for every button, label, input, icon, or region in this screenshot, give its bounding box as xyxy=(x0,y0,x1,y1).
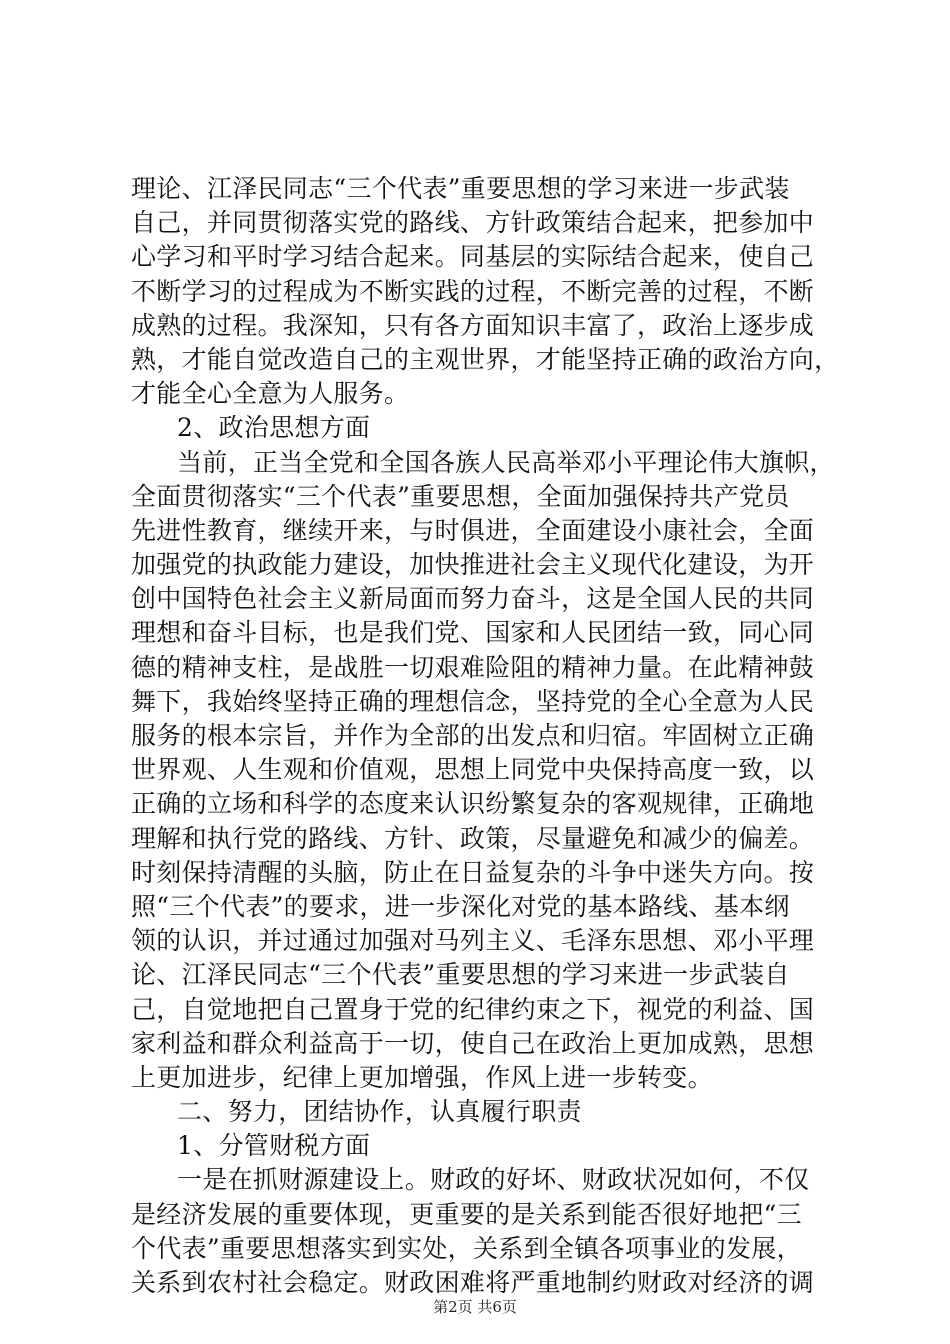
text-line: 全面贯彻落实“三个代表”重要思想，全面加强保持共产党员 xyxy=(131,481,790,511)
text-line: 领的认识，并过通过加强对马列主义、毛泽东思想、邓小平理 xyxy=(131,926,815,956)
text-line: 成熟的过程。我深知，只有各方面知识丰富了，政治上逐步成 xyxy=(131,310,815,340)
text-line: 当前，正当全党和全国各族人民高举邓小平理论伟大旗帜， xyxy=(177,447,835,477)
text-line: 个代表”重要思想落实到实处，关系到全镇各项事业的发展， xyxy=(131,1233,802,1263)
section-heading: 1、分管财税方面 xyxy=(177,1131,371,1161)
text-line: 时刻保持清醒的头脑，防止在日益复杂的斗争中迷失方向。按 xyxy=(131,857,815,887)
section-heading: 二、努力，团结协作，认真履行职责 xyxy=(177,1097,582,1127)
text-line: 己，自觉地把自己置身于党的纪律约束之下，视党的利益、国 xyxy=(131,994,815,1024)
text-line: 加强党的执政能力建设，加快推进社会主义现代化建设，为开 xyxy=(131,550,815,580)
text-line: 服务的根本宗旨，并作为全部的出发点和归宿。牢固树立正确 xyxy=(131,721,815,750)
text-line: 正确的立场和科学的态度来认识纷繁复杂的客观规律，正确地 xyxy=(131,789,815,819)
text-line: 上更加进步，纪律上更加增强，作风上进一步转变。 xyxy=(131,1062,713,1092)
text-line: 先进性教育，继续开来，与时俱进，全面建设小康社会，全面 xyxy=(131,515,815,545)
text-line: 论、江泽民同志“三个代表”重要思想的学习来进一步武装自 xyxy=(131,960,790,990)
page-footer: 第2页 共6页 xyxy=(433,1298,517,1316)
text-line: 自己，并同贯彻落实党的路线、方针政策结合起来，把参加中 xyxy=(131,208,815,238)
section-heading: 2、政治思想方面 xyxy=(177,413,371,443)
text-line: 理想和奋斗目标，也是我们党、国家和人民团结一致，同心同 xyxy=(131,618,815,648)
document-body xyxy=(131,172,840,1300)
text-line: 心学习和平时学习结合起来。同基层的实际结合起来，使自己 xyxy=(131,242,815,272)
text-line: 是经济发展的重要体现，更重要的是关系到能否很好地把“三 xyxy=(131,1199,802,1229)
text-line: 家利益和群众利益高于一切，使自己在政治上更加成熟，思想 xyxy=(131,1028,815,1058)
text-line: 德的精神支柱，是战胜一切艰难险阻的精神力量。在此精神鼓 xyxy=(131,652,815,682)
text-line: 世界观、人生观和价值观，思想上同党中央保持高度一致，以 xyxy=(131,755,815,785)
text-line: 舞下，我始终坚持正确的理想信念，坚持党的全心全意为人民 xyxy=(131,686,815,716)
text-line: 照“三个代表”的要求，进一步深化对党的基本路线、基本纲 xyxy=(131,891,790,921)
text-line: 创中国特色社会主义新局面而努力奋斗，这是全国人民的共同 xyxy=(131,584,815,614)
text-line: 熟，才能自觉改造自己的主观世界，才能坚持正确的政治方向， xyxy=(131,344,840,374)
text-line: 关系到农村社会稳定。财政困难将严重地制约财政对经济的调 xyxy=(131,1268,815,1297)
text-line: 不断学习的过程成为不断实践的过程，不断完善的过程，不断 xyxy=(131,276,815,306)
text-line: 才能全心全意为人服务。 xyxy=(131,379,410,409)
text-line: 一是在抓财源建设上。财政的好坏、财政状况如何，不仅 xyxy=(177,1165,810,1195)
text-line: 理论、江泽民同志“三个代表”重要思想的学习来进一步武装 xyxy=(131,174,790,203)
text-line: 理解和执行党的路线、方针、政策，尽量避免和减少的偏差。 xyxy=(131,823,815,853)
